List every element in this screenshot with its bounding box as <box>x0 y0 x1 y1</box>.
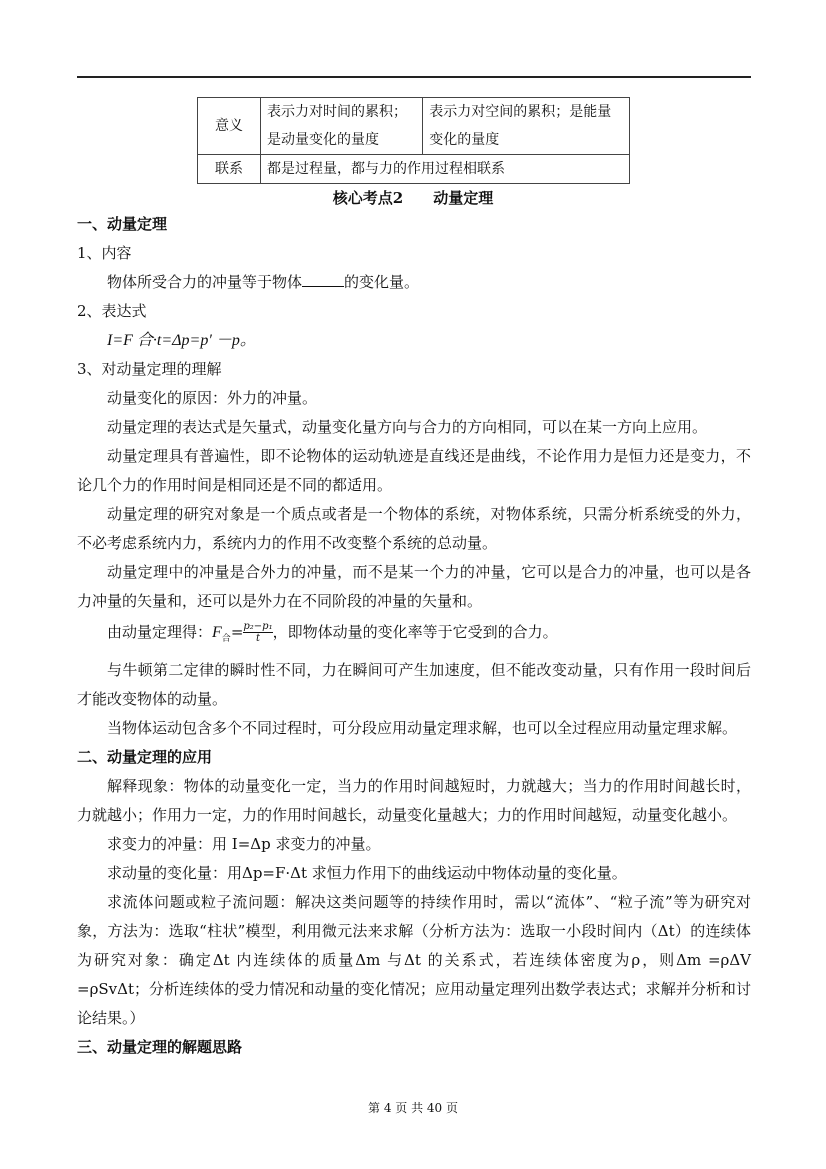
paragraph: 动量变化的原因：外力的冲量。 <box>107 388 318 407</box>
paragraph: 求动量的变化量：用Δp=F·Δt 求恒力作用下的曲线运动中物体动量的变化量。 <box>107 863 627 882</box>
row-header: 联系 <box>198 154 261 183</box>
formula-F: F <box>212 623 222 641</box>
text: 物体所受合力的冲量等于物体 <box>107 272 303 291</box>
subheading: 2、表达式 <box>77 301 147 320</box>
table-row <box>198 154 630 183</box>
table-cell: 都是过程量，都与力的作用过程相联系 <box>261 154 630 183</box>
paragraph: 解释现象：物体的动量变化一定，当力的作用时间越短时，力就越大；当力的作用时间越长时，力就越小；作用力一定，力的作用时间越长，动量变化量越大；力的作用时间越短，动量变化越小。 <box>77 776 751 824</box>
subscript: 合 <box>221 633 231 644</box>
cell-line: 表示力对空间的累积；是能量 <box>429 103 612 120</box>
cell-line: 表示力对时间的累积； <box>267 103 407 120</box>
subheading: 1、内容 <box>77 243 132 262</box>
subheading: 3、对动量定理的理解 <box>77 359 222 378</box>
text: 由动量定理得： <box>107 622 213 641</box>
cell-line: 是动量变化的量度 <box>267 131 379 148</box>
paragraph: 动量定理的研究对象是一个质点或者是一个物体的系统，对物体系统，只需分析系统受的外力，不必考虑系统内力，系统内力的作用不改变整个系统的总动量。 <box>77 504 751 552</box>
text: 的变化量。 <box>344 272 420 291</box>
paragraph: 求变力的冲量：用 I=Δp 求变力的冲量。 <box>107 834 381 853</box>
fill-blank <box>302 272 344 287</box>
paragraph: 动量定理具有普遍性，即不论物体的运动轨迹是直线还是曲线，不论作用力是恒力还是变力，不论几个力的作用时间是相同还是不同的都适用。 <box>77 446 751 494</box>
spacer <box>0 1062 826 1101</box>
paragraph: 求流体问题或粒子流问题：解决这类问题等的持续作用时，需以“流体”、“粒子流”等为研究对象，方法为：选取“柱状”模型，利用微元法来求解（分析方法为：选取一小段时间内（Δt）的连续体为研究对象：确定Δt 内连续体的质量Δm 与Δt 的关系式，若连续体密度为ρ，则Δm =ρΔV =ρSvΔt；分析连续体的受力情况和动量的变化情况；应用动量定理列出数学表达式；求解并分析和讨论结果。） <box>77 892 751 1027</box>
formula: I=F 合·t=Δp=p′ －p。 <box>107 331 256 349</box>
heading-3: 三、动量定理的解题思路 <box>77 1037 243 1056</box>
paragraph: 与牛顿第二定律的瞬时性不同，力在瞬间可产生加速度，但不能改变动量，只有作用一段时间后才能改变物体的动量。 <box>77 660 751 708</box>
header-rule <box>77 76 751 78</box>
section-title: 核心考点2 动量定理 <box>332 188 494 207</box>
paragraph <box>77 268 751 297</box>
row-header: 意义 <box>198 97 261 154</box>
text: ，即物体动量的变化率等于它受到的合力。 <box>272 622 558 641</box>
table-cell <box>261 97 423 154</box>
heading-2: 二、动量定理的应用 <box>77 747 213 766</box>
paragraph: 由动量定理得：$F_合=$ $\frac{\text{p₂−p₁}}{t}$ ，即物体动量的变化率等于它受到的合力。 <box>107 621 558 644</box>
paragraph: 当物体运动包含多个不同过程时，可分段应用动量定理求解，也可以全过程应用动量定理求解。 <box>107 718 738 737</box>
denominator: t <box>255 633 260 644</box>
paragraph: 动量定理中的冲量是合外力的冲量，而不是某一个力的冲量，它可以是合力的冲量，也可以是各力冲量的矢量和，还可以是外力在不同阶段的冲量的矢量和。 <box>77 562 751 610</box>
page-footer: 第 4 页 共 40 页 <box>368 1101 458 1115</box>
paragraph: 动量定理的表达式是矢量式，动量变化量方向与合力的方向相同，可以在某一方向上应用。 <box>107 417 708 436</box>
heading-1: 一、动量定理 <box>77 214 168 233</box>
table-row <box>198 97 630 154</box>
table-cell <box>423 97 630 154</box>
comparison-table <box>197 97 630 184</box>
numerator: p₂−p₁ <box>243 621 273 632</box>
cell-line: 变化的量度 <box>429 131 500 148</box>
body-content <box>77 210 751 1062</box>
fraction <box>243 621 272 644</box>
